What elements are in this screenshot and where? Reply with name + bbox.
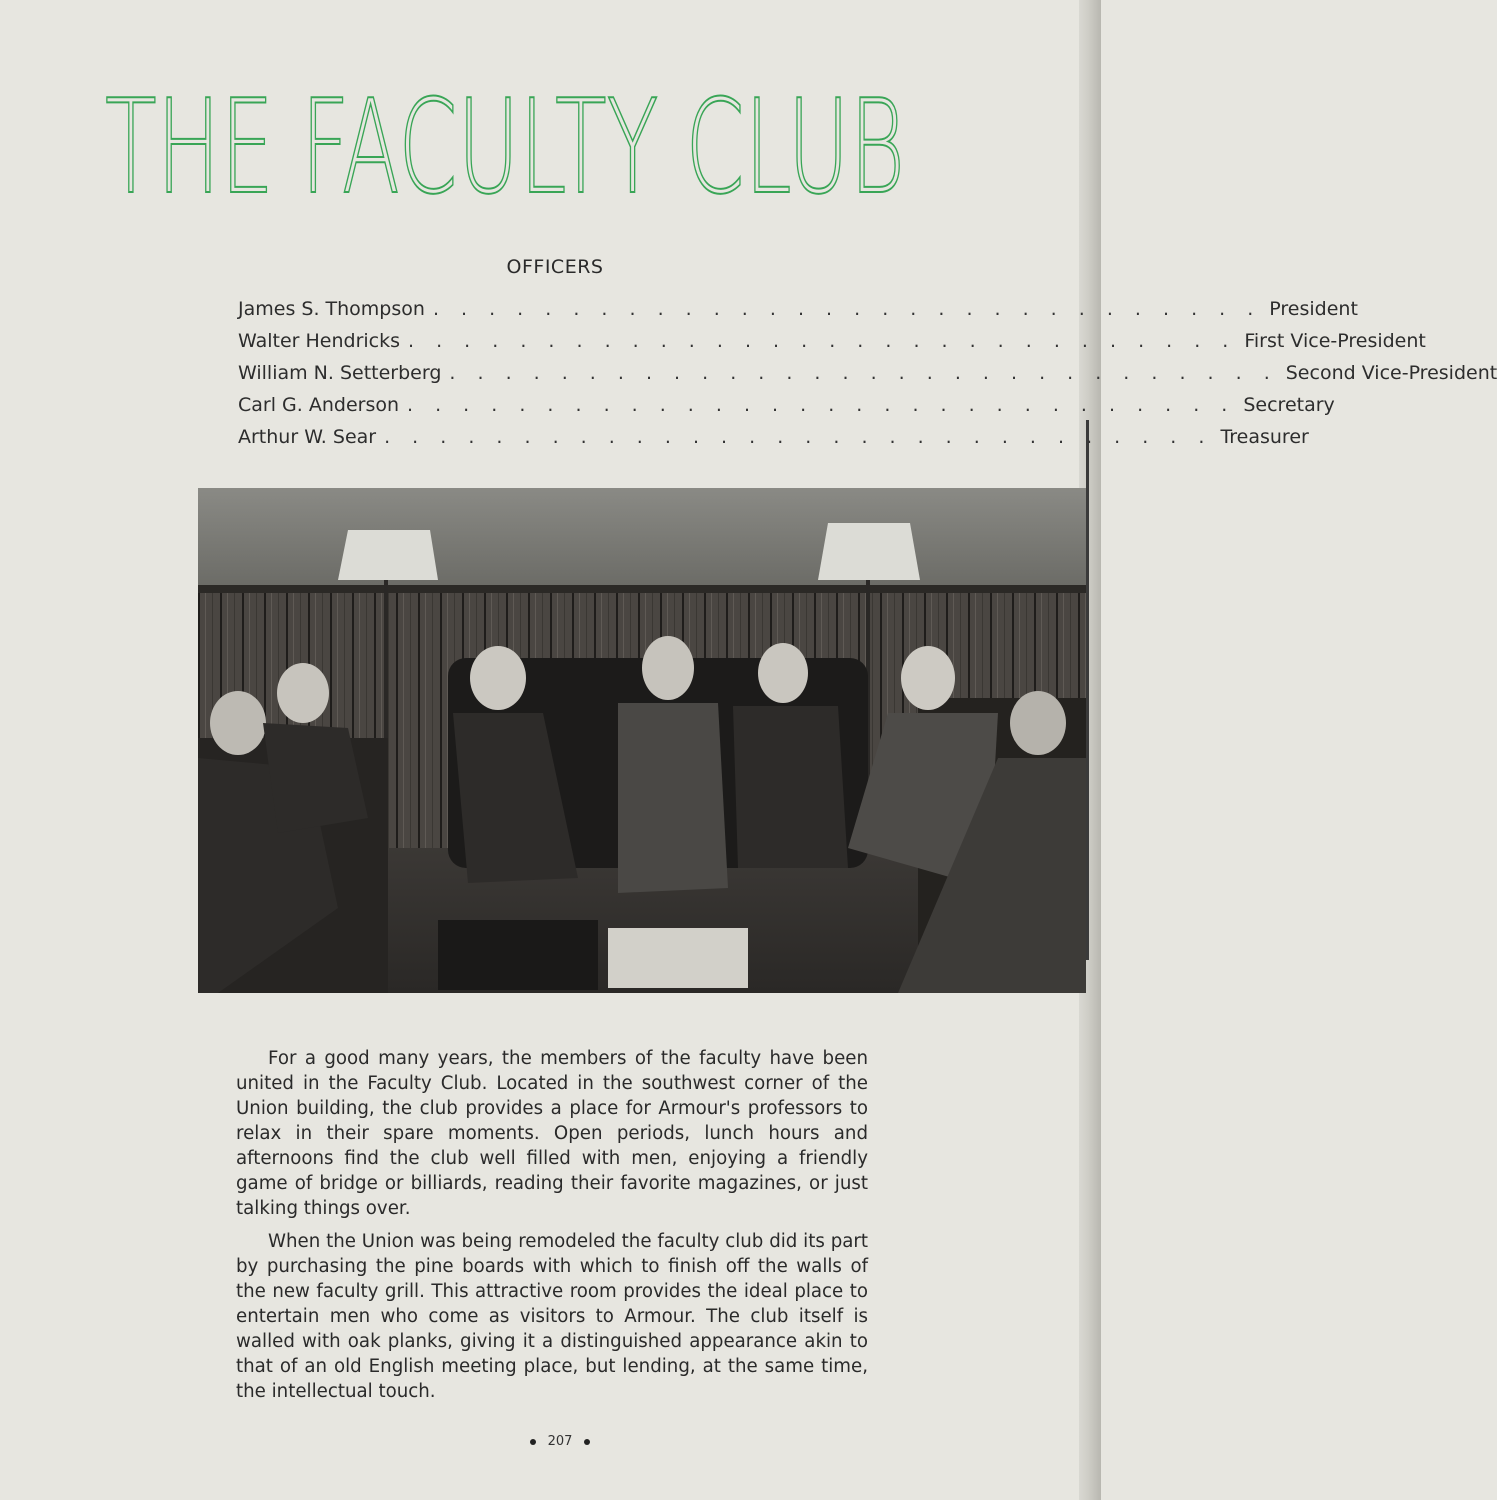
officers-list	[238, 298, 1497, 458]
page-footer	[500, 1434, 620, 1449]
dot-leader: . . . . . . . . . . . . . . . . . . . . . . . . . . . . . .	[384, 426, 1213, 448]
page-number: 207	[547, 1434, 573, 1449]
binding-mark	[1086, 420, 1089, 960]
paragraph: For a good many years, the members of the faculty have been united in the Faculty Club. Located in the southwest corner of the Union building, the club provides a place for Armour's professors to relax in their spare moments. Open periods, lunch hours and afternoons find the club well filled with men, enjoying a friendly game of bridge or billiards, reading their favorite magazines, or just talking things over.	[236, 1048, 868, 1219]
photo-illustration	[198, 488, 1086, 993]
dot-leader: . . . . . . . . . . . . . . . . . . . . . . . . . . . . . .	[449, 362, 1278, 384]
page-title-text: THE FACULTY CLUB	[105, 71, 905, 223]
officer-row	[238, 330, 1426, 362]
officer-name: Walter Hendricks	[238, 330, 401, 352]
officers-heading: OFFICERS	[506, 256, 604, 278]
officer-title: Second Vice-President	[1285, 362, 1497, 384]
page-title	[0, 71, 1101, 223]
officer-row	[238, 362, 1497, 394]
officer-row	[238, 394, 1335, 426]
officer-title: Treasurer	[1220, 426, 1309, 448]
article-body	[236, 1046, 868, 1412]
bullet-icon	[584, 1439, 590, 1445]
officer-title: Secretary	[1243, 394, 1335, 416]
officer-name: Arthur W. Sear	[238, 426, 377, 448]
officer-row	[238, 298, 1358, 330]
officer-title: President	[1269, 298, 1358, 320]
dot-leader: . . . . . . . . . . . . . . . . . . . . . . . . . . . . . .	[407, 394, 1236, 416]
officer-name: William N. Setterberg	[238, 362, 442, 384]
officer-name: Carl G. Anderson	[238, 394, 400, 416]
dot-leader: . . . . . . . . . . . . . . . . . . . . . . . . . . . . . .	[432, 298, 1262, 320]
officer-row	[238, 426, 1309, 458]
dot-leader: . . . . . . . . . . . . . . . . . . . . . . . . . . . . . .	[408, 330, 1237, 352]
officer-title: First Vice-President	[1244, 330, 1426, 352]
faculty-club-photo	[198, 488, 1086, 993]
officer-name: James S. Thompson	[238, 298, 425, 320]
bullet-icon	[530, 1439, 536, 1445]
paragraph: When the Union was being remodeled the faculty club did its part by purchasing the pine boards with which to finish off the walls of the new faculty grill. This attractive room provides the ideal place to entertain men who come as visitors to Armour. The club itself is walled with oak planks, giving it a distinguished appearance akin to that of an old English meeting place, but lending, at the same time, the intellectual touch.	[236, 1231, 868, 1402]
